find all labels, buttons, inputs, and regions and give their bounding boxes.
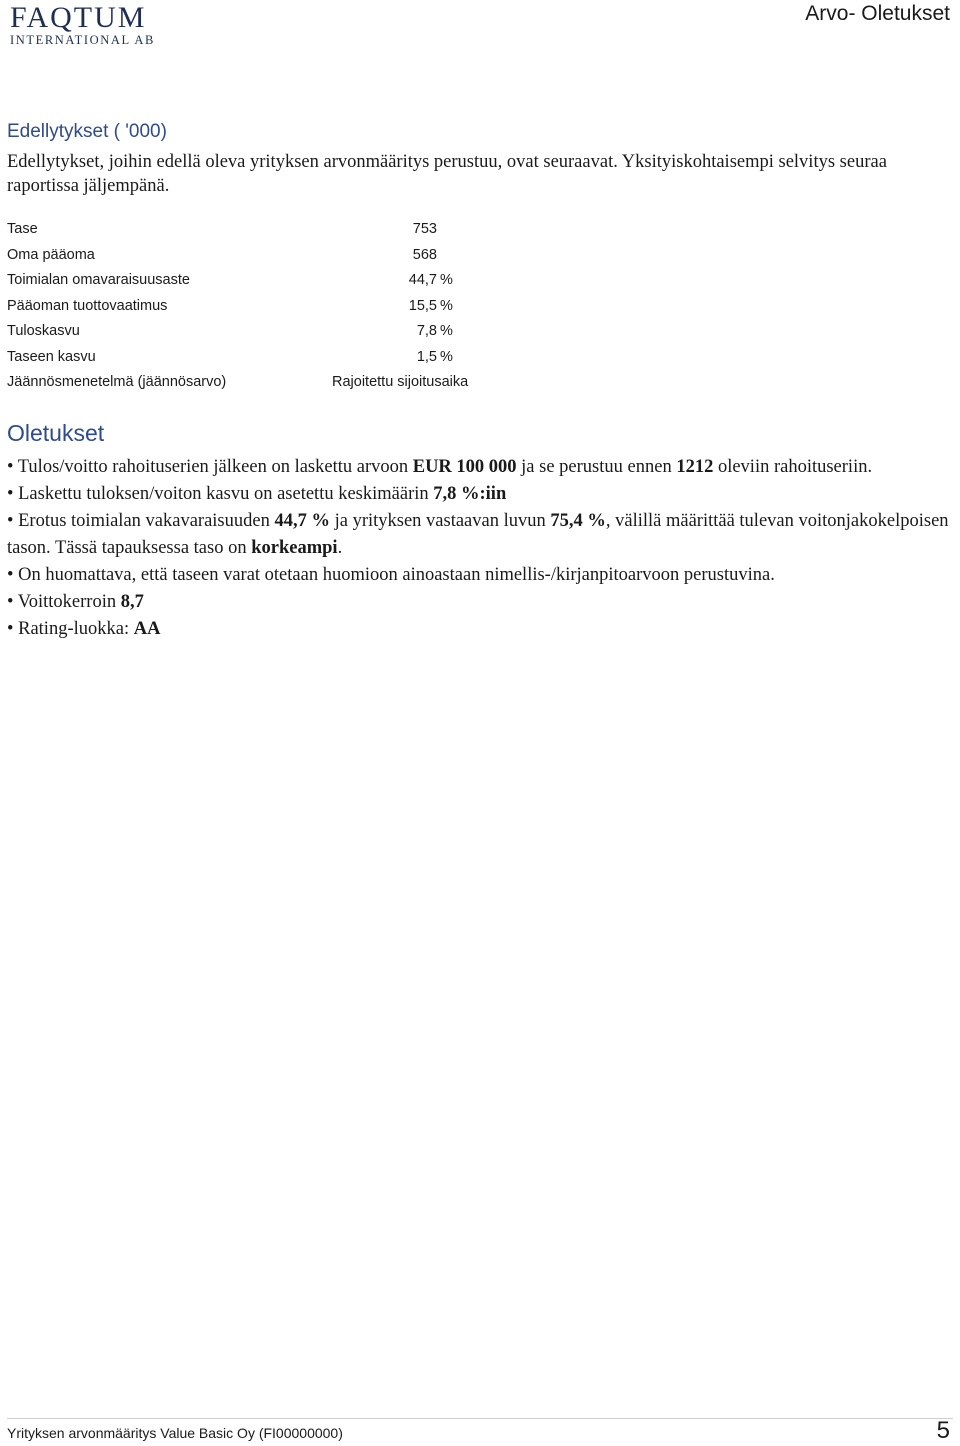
bullet-text: Erotus toimialan vakavaraisuuden bbox=[18, 511, 275, 531]
bullet-value: 1212 bbox=[676, 457, 714, 477]
metric-row-tase bbox=[7, 218, 507, 244]
metric-row-omavaraisuusaste bbox=[7, 269, 507, 295]
logo-subtitle: INTERNATIONAL AB bbox=[10, 33, 155, 47]
metric-value: 7,8 bbox=[416, 323, 437, 339]
metric-label: Taseen kasvu bbox=[7, 348, 96, 365]
bullet-value: AA bbox=[133, 619, 161, 639]
bullet-text: Rating-luokka: bbox=[18, 619, 134, 639]
defaults-list bbox=[7, 454, 952, 643]
bullet-value: 75,4 % bbox=[550, 511, 606, 531]
metric-label: Tuloskasvu bbox=[7, 323, 80, 339]
metric-label: Pääoman tuottovaatimus bbox=[7, 297, 168, 314]
bullet-text: , välillä määrittää tulevan voitonjakokelpoisen tason. Tässä tapauksessa taso on bbox=[7, 511, 949, 558]
list-item: • Rating-luokka: AA bbox=[7, 619, 161, 639]
bullet-text: . bbox=[337, 538, 343, 558]
defaults-heading: Oletukset bbox=[7, 420, 105, 446]
metric-row-jaannosmenetelma bbox=[7, 371, 507, 397]
metric-row-tuloskasvu bbox=[7, 320, 507, 346]
metric-value: 1,5 bbox=[416, 348, 437, 365]
assumptions-intro: Edellytykset, joihin edellä oleva yrityksen arvonmääritys perustuu, ovat seuraavat. Yksityiskohtaisempi selvitys seuraa raportissa jäljempänä. bbox=[7, 152, 887, 196]
bullet-text: Laskettu tuloksen/voiton kasvu on asetettu keskimäärin bbox=[18, 484, 434, 504]
bullet-value: 7,8 %:iin bbox=[433, 484, 507, 504]
bullet-text: ja yrityksen vastaavan luvun bbox=[329, 511, 551, 531]
metric-unit: % bbox=[440, 323, 453, 339]
company-logo bbox=[10, 2, 155, 46]
page-number: 5 bbox=[936, 1417, 950, 1444]
assumptions-heading: Edellytykset ( '000) bbox=[7, 121, 167, 142]
metric-value: 15,5 bbox=[408, 297, 437, 314]
bullet-value: EUR 100 000 bbox=[412, 457, 517, 477]
metric-value: 44,7 bbox=[408, 272, 437, 288]
logo-wordmark: FAQTUM bbox=[10, 1, 147, 34]
bullet-text: oleviin rahoituseriin. bbox=[713, 457, 873, 477]
metric-row-taseen-kasvu bbox=[7, 346, 507, 372]
metric-unit: % bbox=[440, 272, 453, 288]
metrics-table bbox=[7, 218, 507, 397]
metric-label: Toimialan omavaraisuusaste bbox=[7, 272, 190, 288]
bullet-value: 8,7 bbox=[120, 592, 144, 612]
metric-row-tuottovaatimus bbox=[7, 295, 507, 321]
metric-unit: % bbox=[440, 297, 453, 314]
footer-text: Yrityksen arvonmääritys Value Basic Oy (FI00000000) bbox=[7, 1425, 343, 1441]
metric-value: 753 bbox=[412, 221, 437, 237]
metric-label: Jäännösmenetelmä (jäännösarvo) bbox=[7, 374, 227, 390]
list-item: • Tulos/voitto rahoituserien jälkeen on laskettu arvoon EUR 100 000 ja se perustuu ennen 1212 oleviin rahoituseriin. bbox=[7, 457, 873, 477]
bullet-text: Voittokerroin bbox=[17, 592, 121, 612]
metric-row-oma-paaoma bbox=[7, 244, 507, 270]
metric-value: Rajoitettu sijoitusaika bbox=[332, 374, 469, 390]
bullet-text: ja se perustuu ennen bbox=[516, 457, 677, 477]
list-item: • Laskettu tuloksen/voiton kasvu on asetettu keskimäärin 7,8 %:iin bbox=[7, 484, 507, 504]
metric-label: Oma pääoma bbox=[7, 246, 95, 263]
metric-label: Tase bbox=[7, 221, 38, 237]
bullet-text: Tulos/voitto rahoituserien jälkeen on laskettu arvoon bbox=[17, 457, 413, 477]
list-item: • Voittokerroin 8,7 bbox=[7, 592, 144, 612]
metric-value: 568 bbox=[412, 246, 437, 263]
bullet-value: korkeampi bbox=[251, 538, 338, 558]
bullet-text: On huomattava, että taseen varat otetaan huomioon ainoastaan nimellis-/kirjanpitoarvoon perustuvina. bbox=[18, 565, 775, 585]
footer-divider bbox=[7, 1418, 953, 1419]
list-item: • On huomattava, että taseen varat otetaan huomioon ainoastaan nimellis-/kirjanpitoarvoon perustuvina. bbox=[7, 565, 775, 585]
page-title: Arvo- Oletukset bbox=[805, 2, 950, 25]
bullet-value: 44,7 % bbox=[274, 511, 330, 531]
list-item: • Erotus toimialan vakavaraisuuden 44,7 % ja yrityksen vastaavan luvun 75,4 %, välillä määrittää tulevan voitonjakokelpoisen tason. Tässä tapauksessa taso on korkeampi. bbox=[7, 511, 949, 558]
metric-unit: % bbox=[440, 348, 453, 365]
